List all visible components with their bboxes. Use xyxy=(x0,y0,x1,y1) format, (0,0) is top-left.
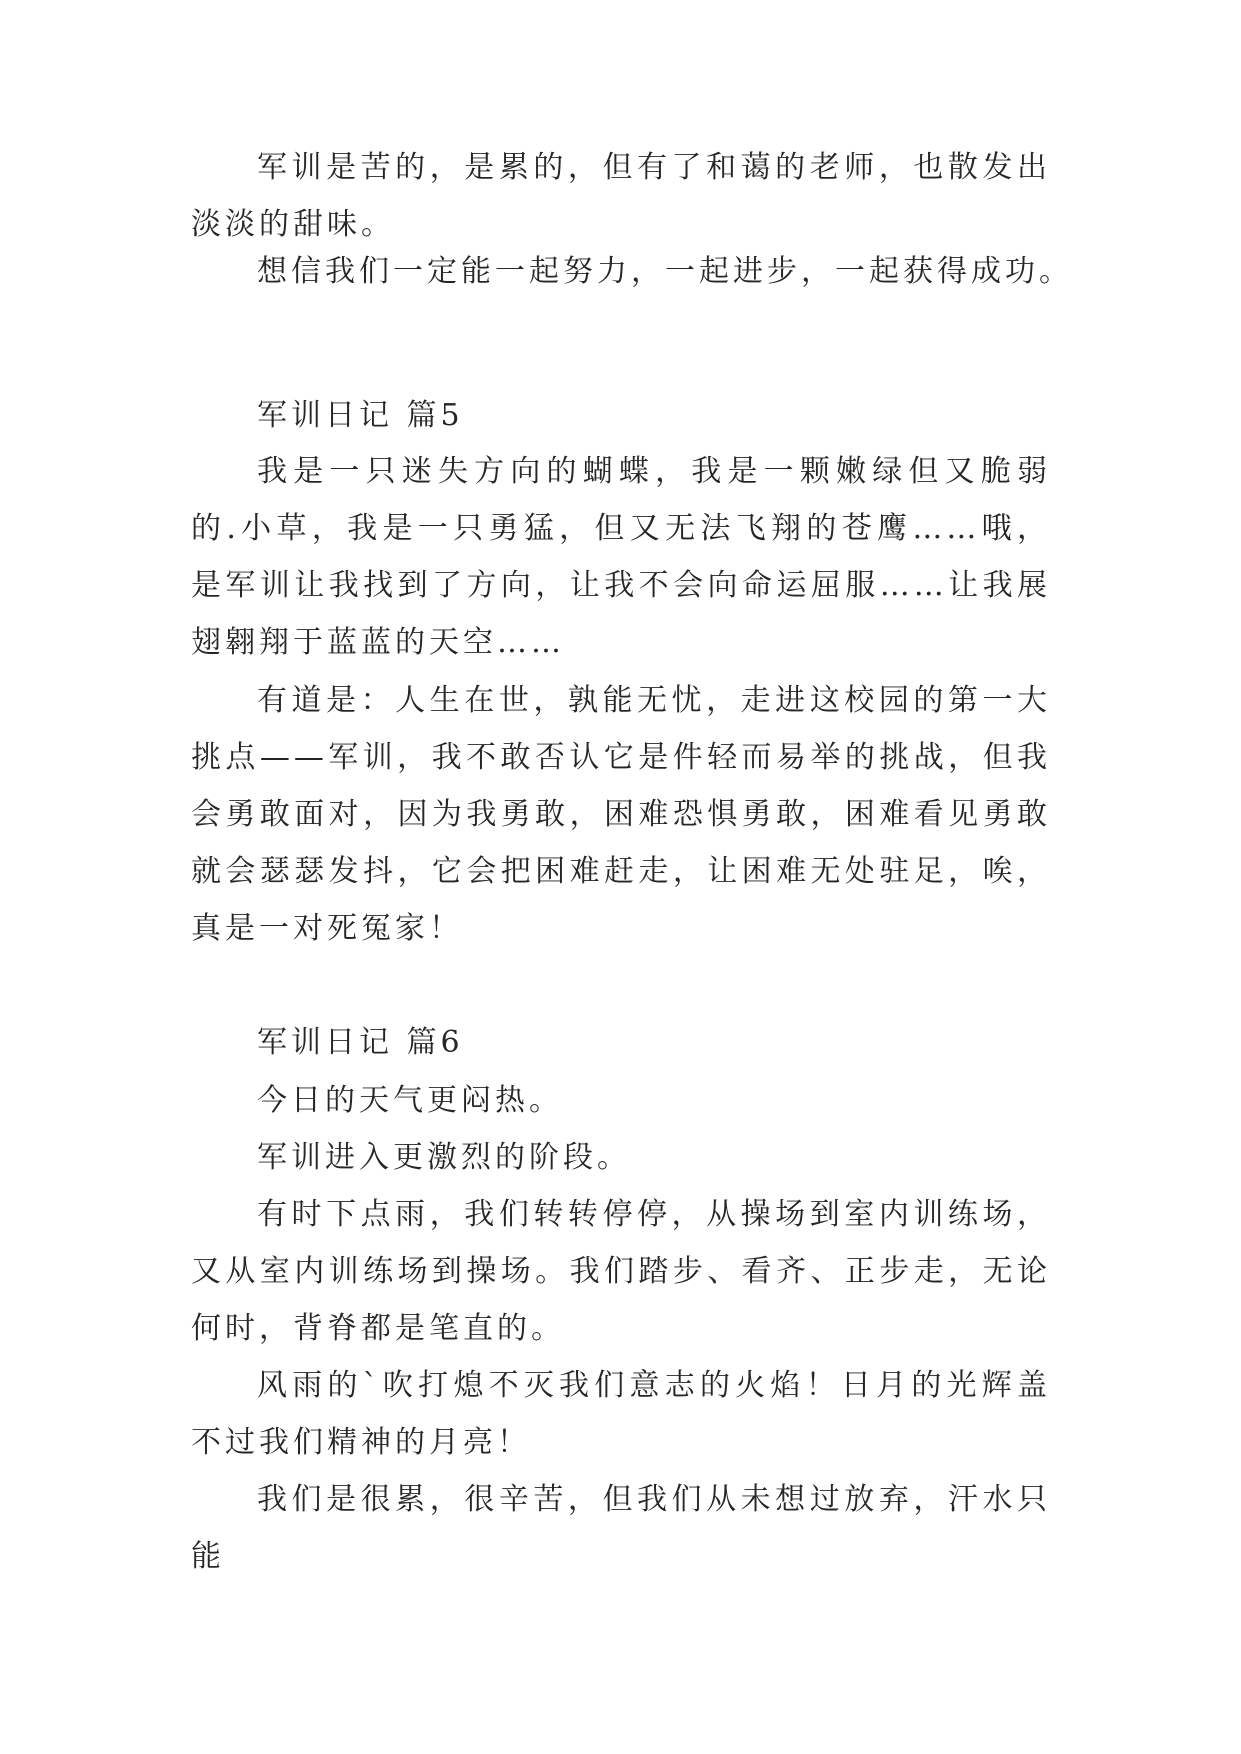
paragraph-challenge: 有道是：人生在世，孰能无忧，走进这校园的第一大挑点——军训，我不敢否认它是件轻而易举的挑战，但我会勇敢面对，因为我勇敢，困难恐惧勇敢，困难看见勇敢就会瑟瑟发抖，它会把困难赶走，让困难无处驻足，唉，真是一对死冤家！ xyxy=(191,683,1051,946)
section-heading-6: 军训日记 篇6 xyxy=(257,1025,464,1060)
paragraph-wind-rain: 风雨的`吹打熄不灭我们意志的火焰！日月的光辉盖不过我们精神的月亮！ xyxy=(191,1368,1051,1460)
paragraph-tired: 我们是很累，很辛苦，但我们从未想过放弃，汗水只能 xyxy=(191,1482,1051,1574)
paragraph-believe-success: 想信我们一定能一起努力，一起进步，一起获得成功。 xyxy=(257,254,1073,289)
paragraph-sweet-taste: 军训是苦的，是累的，但有了和蔼的老师，也散发出淡淡的甜味。 xyxy=(191,150,1051,242)
section-heading-5: 军训日记 篇5 xyxy=(257,398,464,433)
paragraph-weather: 今日的天气更闷热。 xyxy=(257,1083,563,1118)
paragraph-rain: 有时下点雨，我们转转停停，从操场到室内训练场，又从室内训练场到操场。我们踏步、看齐、正步走，无论何时，背脊都是笔直的。 xyxy=(191,1197,1051,1346)
paragraph-butterfly: 我是一只迷失方向的蝴蝶，我是一颗嫩绿但又脆弱的.小草，我是一只勇猛，但又无法飞翔的苍鹰……哦，是军训让我找到了方向，让我不会向命运屈服……让我展翅翱翔于蓝蓝的天空…… xyxy=(191,454,1051,660)
paragraph-stage: 军训进入更激烈的阶段。 xyxy=(257,1140,631,1175)
